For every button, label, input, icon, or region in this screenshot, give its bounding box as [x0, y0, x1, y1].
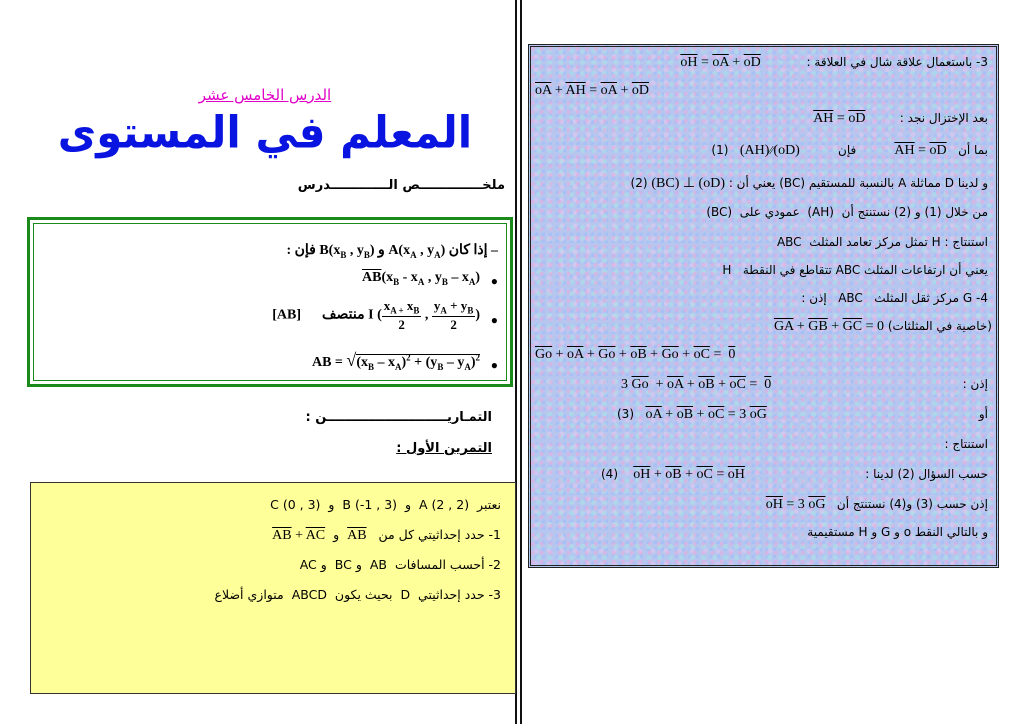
solution-line-16: إذن حسب (3) و(4) نستنتج أن $\overline{oH} = 3$ $\overline{oG}$ — [765, 497, 988, 512]
solution-line-11: $\overline{Go} + \overline{oA} + \overline{Go} + \overline{oB} + \overline{Go} + \overline{oC} = 0$ — [535, 347, 736, 362]
solution-line-6: من خلال (1) و (2) نستنتج أن (AH) عمودي على (BC) — [706, 205, 988, 219]
solution-line-17: و بالتالي النقط o و G و H مستقيمية — [807, 525, 988, 539]
solution-panel — [528, 44, 999, 568]
vector-ab-formula: $\overline{AB}(x_B - x_A$ , $y_B - x_A$) — [362, 270, 480, 287]
solution-line-12-formula: 3 $\overline{Go} + \overline{oA} + \overline{oB} + \overline{oC} = 0$ — [621, 377, 772, 392]
bullet-icon: ● — [490, 274, 498, 288]
solution-line-4: بما أن $\overline{AH} = \overline{oD}$ فإن (AH)∕∕(oD) (1) — [711, 143, 988, 158]
solution-line-2: $\overline{oA} + \overline{AH} = \overline{oA} + \overline{oD}$ — [535, 83, 649, 98]
distance-formula: AB = $√(x_B - x_A)^2 + (y_B - y_A)^2$ — [311, 350, 480, 372]
page-title: المعلم في المستوى — [57, 106, 473, 159]
exercise-line-1: نعتبر A (2 , 2) و B (-1 , 3) و C (0 , 3) — [270, 497, 501, 512]
solution-line-7: استنتاج : H تمثل مركز تعامد المثلث ABC — [776, 235, 988, 249]
formula-box — [27, 217, 513, 387]
midpoint-formula: [AB] منتصف I ( $\frac{x_{A +} x_B}{2}$ , $\frac{y_A + y_B}{2}$ ) — [272, 298, 480, 332]
exercise-1-title: التمرين الأول : — [396, 441, 492, 456]
exercise-line-2: 1- حدد إحداثيتي كل من $\overline{AB}$ و $\overline{AB} + \overline{AC}$ — [272, 527, 501, 543]
summary-heading: ملخــــــــــــــص الـــــــــــــدرس — [297, 178, 505, 193]
solution-line-5: و لدينا D مماثلة A بالنسبة للمستقيم (BC) يعني أن : (BC) ⊥ (oD) (2) — [630, 176, 988, 191]
solution-line-15-formula: (4) $\overline{oH} + \overline{oB} + \overline{oC} = \overline{oH}$ — [601, 467, 745, 482]
exercise-line-4: 3- حدد إحداثيتي D بحيث يكون ABCD متوازي أضلاع — [214, 587, 501, 602]
column-divider-right — [520, 0, 522, 724]
exercises-heading: التمـاريـــــــــــــــــــــــــــن : — [305, 410, 492, 425]
solution-line-15: حسب السؤال (2) لدينا : — [865, 467, 988, 481]
solution-line-12: إذن : — [962, 377, 988, 391]
solution-line-13: أو — [978, 407, 988, 421]
solution-line-13-formula: (3) $\overline{oA} + \overline{oB} + \overline{oC} = 3$ $\overline{oG}$ — [617, 407, 767, 422]
bullet-icon: ● — [490, 358, 498, 372]
bullet-icon: ● — [490, 313, 498, 327]
solution-line-8: يعني أن ارتفاعات المثلث ABC تتقاطع في النقطة H — [722, 263, 988, 277]
solution-line-10: (خاصية في المثلثات) $\overline{GA} + \overline{GB} + \overline{GC} = 0$ — [773, 319, 992, 334]
exercise-box — [30, 482, 516, 694]
formula-intro: – إذا كان $A(x_A$ , $y_A$) و $B(x_B$ , $y_B$) فإن : — [286, 243, 498, 260]
solution-line-9: 4- G مركز ثقل المثلث ABC إذن : — [801, 291, 988, 305]
solution-line-3: بعد الإختزال نجد : $\overline{AH} = \overline{oD}$ — [813, 111, 988, 126]
solution-line-14: استنتاج : — [944, 437, 988, 451]
solution-line-1: 3- باستعمال علاقة شال في العلاقة : $\overline{oH} = \overline{oA} + \overline{oD}$ — [680, 55, 988, 70]
lesson-number: الدرس الخامس عشر — [198, 86, 332, 104]
exercise-line-3: 2- أحسب المسافات AB و BC و AC — [299, 557, 501, 572]
